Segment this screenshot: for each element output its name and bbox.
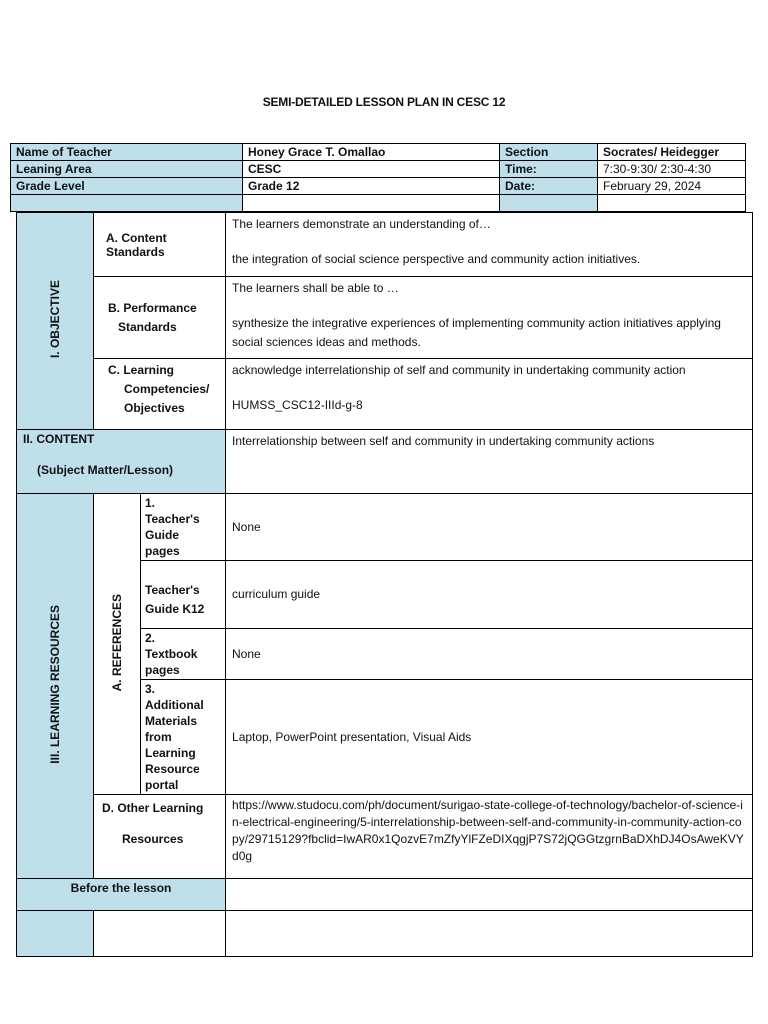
time-label: Time: — [500, 161, 598, 178]
content-value-cell — [226, 430, 753, 494]
header-row-teacher — [11, 144, 746, 161]
blank-blue-cell — [17, 911, 94, 957]
objective-section-label: I. OBJECTIVE — [48, 280, 62, 359]
resource-value-cell-1 — [226, 494, 753, 561]
resource-label-cell-1 — [141, 494, 226, 561]
before-lesson-row — [17, 879, 753, 911]
content-standards-value-cell — [226, 213, 753, 277]
performance-standards-line2: synthesize the integrative experiences of implementing community action initiatives applying social sciences ideas and methods. — [232, 316, 721, 349]
performance-standards-value-cell — [226, 277, 753, 359]
content-standards-row — [17, 213, 753, 277]
grade-label: Grade Level — [11, 178, 243, 195]
performance-standards-line1: The learners shall be able to … — [232, 281, 399, 295]
competencies-label-a: C. Learning — [108, 363, 175, 377]
date-label: Date: — [500, 178, 598, 195]
objective-section-cell — [17, 213, 94, 430]
performance-standards-label-cell — [94, 277, 226, 359]
blank-value-cell — [226, 911, 753, 957]
before-lesson-label: Before the lesson — [70, 881, 172, 895]
resource-label-4: Additional Materials from Learning Resource portal — [145, 698, 204, 792]
content-label-cell — [17, 430, 226, 494]
resource-label-2: Teacher's Guide K12 — [145, 583, 205, 616]
resource-label-cell-2 — [141, 561, 226, 629]
references-label: A. REFERENCES — [110, 593, 124, 692]
other-resources-row — [17, 795, 753, 879]
resource-label-3: Textbook pages — [145, 647, 198, 677]
resources-section-label: III. LEARNING RESOURCES — [48, 605, 62, 764]
area-value: CESC — [243, 161, 500, 178]
date-value: February 29, 2024 — [598, 178, 746, 195]
content-sublabel: (Subject Matter/Lesson) — [37, 463, 174, 477]
other-resources-link[interactable]: https://www.studocu.com/ph/document/surigao-state-college-of-technology/bachelor-of-science-in-electrical-engineering/5-interrelationship-between-self-and-community-in-community-action-copy/29715129?fbclid=IwAR0x1QozvE7mZfyYlFZeDIXqgjP7S72jQGGtzgrnBaDXhDJ4OsAweKVYd0g — [232, 798, 744, 863]
resource-num-4: 3. — [145, 682, 156, 696]
resource-value-cell-2 — [226, 561, 753, 629]
content-label: II. CONTENT — [23, 432, 95, 446]
empty-value-cell-2 — [598, 195, 746, 212]
competencies-label-cell — [94, 359, 226, 430]
competencies-label-b: Competencies/ — [124, 382, 210, 396]
section-label: Section — [500, 144, 598, 161]
header-row-area — [11, 161, 746, 178]
empty-label-cell — [11, 195, 243, 212]
content-standards-line1: The learners demonstrate an understanding of… — [232, 217, 491, 231]
performance-standards-row — [17, 277, 753, 359]
other-resources-value-cell — [226, 795, 753, 879]
header-row-grade — [11, 178, 746, 195]
resource-value-cell-4 — [226, 680, 753, 795]
teacher-label: Name of Teacher — [11, 144, 243, 161]
blank-mid-cell — [94, 911, 226, 957]
competencies-row — [17, 359, 753, 430]
resource-value-4: Laptop, PowerPoint presentation, Visual Aids — [232, 729, 472, 744]
resource-value-cell-3 — [226, 629, 753, 680]
page-title: SEMI-DETAILED LESSON PLAN IN CESC 12 — [262, 95, 506, 109]
resource-row-1 — [17, 494, 753, 561]
resource-num-1: 1. — [145, 496, 156, 510]
content-row — [17, 430, 753, 494]
other-resources-label-a: D. Other Learning — [102, 801, 204, 815]
other-resources-label-cell — [94, 795, 226, 879]
empty-label-cell-2 — [500, 195, 598, 212]
header-row-empty — [11, 195, 746, 212]
content-standards-line2: the integration of social science perspective and community action initiatives. — [232, 252, 641, 266]
header-info-table — [10, 143, 746, 212]
resource-value-3: None — [232, 646, 261, 661]
before-lesson-label-cell — [17, 879, 226, 911]
content-value: Interrelationship between self and community in undertaking community actions — [232, 434, 655, 448]
before-lesson-value-cell — [226, 879, 753, 911]
performance-standards-label-b: Standards — [118, 319, 177, 334]
resources-section-cell — [17, 494, 94, 879]
empty-value-cell — [243, 195, 500, 212]
performance-standards-label-a: B. Performance — [108, 300, 197, 315]
blank-row — [17, 911, 753, 957]
teacher-value: Honey Grace T. Omallao — [243, 144, 500, 161]
lesson-plan-table — [16, 212, 753, 957]
time-value: 7:30-9:30/ 2:30-4:30 — [598, 161, 746, 178]
competencies-line1: acknowledge interrelationship of self and community in undertaking community action — [232, 363, 686, 377]
competencies-line2: HUMSS_CSC12-IIId-g-8 — [232, 398, 363, 412]
resource-value-2: curriculum guide — [232, 587, 321, 601]
resource-value-1: None — [232, 519, 261, 534]
grade-value: Grade 12 — [243, 178, 500, 195]
competencies-value-cell — [226, 359, 753, 430]
content-standards-label-cell — [94, 213, 226, 277]
references-cell — [94, 494, 141, 795]
resource-label-cell-4 — [141, 680, 226, 795]
content-standards-label: A. Content Standards — [106, 230, 167, 259]
area-label: Leaning Area — [11, 161, 243, 178]
resource-label-1: Teacher's Guide pages — [145, 512, 200, 558]
section-value: Socrates/ Heidegger — [598, 144, 746, 161]
other-resources-label-b: Resources — [122, 832, 184, 846]
resource-label-cell-3 — [141, 629, 226, 680]
competencies-label-c: Objectives — [124, 401, 185, 415]
resource-num-3: 2. — [145, 631, 156, 645]
